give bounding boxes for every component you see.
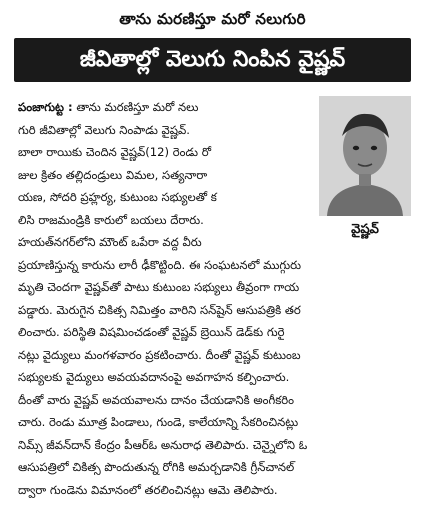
text-line: ఆసుపత్రిలో చికిత్స పొందుతున్న రోగికి అమర్చడానికి గ్రీన్‌చానల్ (18, 460, 295, 474)
text-line: మృతి చెందగా వైష్ణవ్‌తో పాటు కుటుంబ సభ్యులు తీవ్రంగా గాయ (18, 280, 300, 294)
text-line: ద్వారా గుండెను విమానంలో తరలించినట్లు ఆమె తెలిపారు. (18, 482, 278, 497)
text-line: గురి జీవితాల్లో వెలుగు నింపాడు వైష్ణవ్. (18, 122, 190, 137)
text-line: దీంతో వారు వైష్ణవ్ అవయవాలను దానం చేయడానికి అంగీకరిం (18, 392, 295, 407)
text-line: నిమ్స్ జీవన్‌దాన్ కేంద్రం పీఆర్‌ఓ అనురాధ తెలిపారు. చెన్నైలోని ఓ (18, 437, 308, 452)
text-line: యణ, సోదరి ప్రహ్లర్య, కుటుంబ సభ్యులతో క (18, 190, 217, 204)
text-line: సభ్యులకు వైద్యులు అవయవదానంపై అవగాహన కల్పించారు. (18, 370, 290, 384)
photo-caption: వైష్ణవ్ (351, 222, 379, 237)
text-line: ప్రయాణిస్తున్న కారును లారీ ఢీకొట్టింది. ఈ సంఘటనలో ముగ్గురు (18, 257, 302, 272)
dateline: పంజాగుట్ట : (18, 100, 73, 114)
text-line: పడ్డారు. మెరుగైన చికిత్స నిమిత్తం వారిని సన్‌షైన్ ఆసుపత్రికి తర (18, 302, 301, 317)
text-line: లించారు. పరిస్థితి విషమించడంతో వైష్ణవ్ బ్రెయిన్ డెడ్‌కు గురై (18, 325, 285, 339)
main-headline: జీవితాల్లో వెలుగు నింపిన వైష్ణవ్ (14, 38, 411, 82)
article-body (0, 96, 425, 506)
kicker-headline: తాను మరణిస్తూ మరో నలుగురి (119, 10, 306, 28)
text-line: పంజాగుట్ట : తాను మరణిస్తూ మరో నలు (18, 100, 199, 114)
text-line: జుల క్రితం తల్లిదండ్రులు విమల, సత్యనారా (18, 167, 208, 182)
text-line: బాలా రాయికు చెందిన వైష్ణవ్(12) రెండు రో (18, 145, 212, 159)
article-text (18, 96, 410, 501)
text-line: హయత్‌నగర్‌లోని మౌంట్ ఒపేరా వద్ద వీరు (18, 235, 202, 249)
text-line: లిసి రాజమండ్రికి కారులో బయలు దేరారు. (18, 212, 204, 227)
text-line: నట్లు వైద్యులు మంగళవారం ప్రకటించారు. దీంతో వైష్ణవ్ కుటుంబ (18, 347, 301, 362)
text-line: చారు. రెండు మూత్ర పిండాలు, గుండె, కాలేయాన్ని సేకరించినట్లు (18, 415, 299, 429)
